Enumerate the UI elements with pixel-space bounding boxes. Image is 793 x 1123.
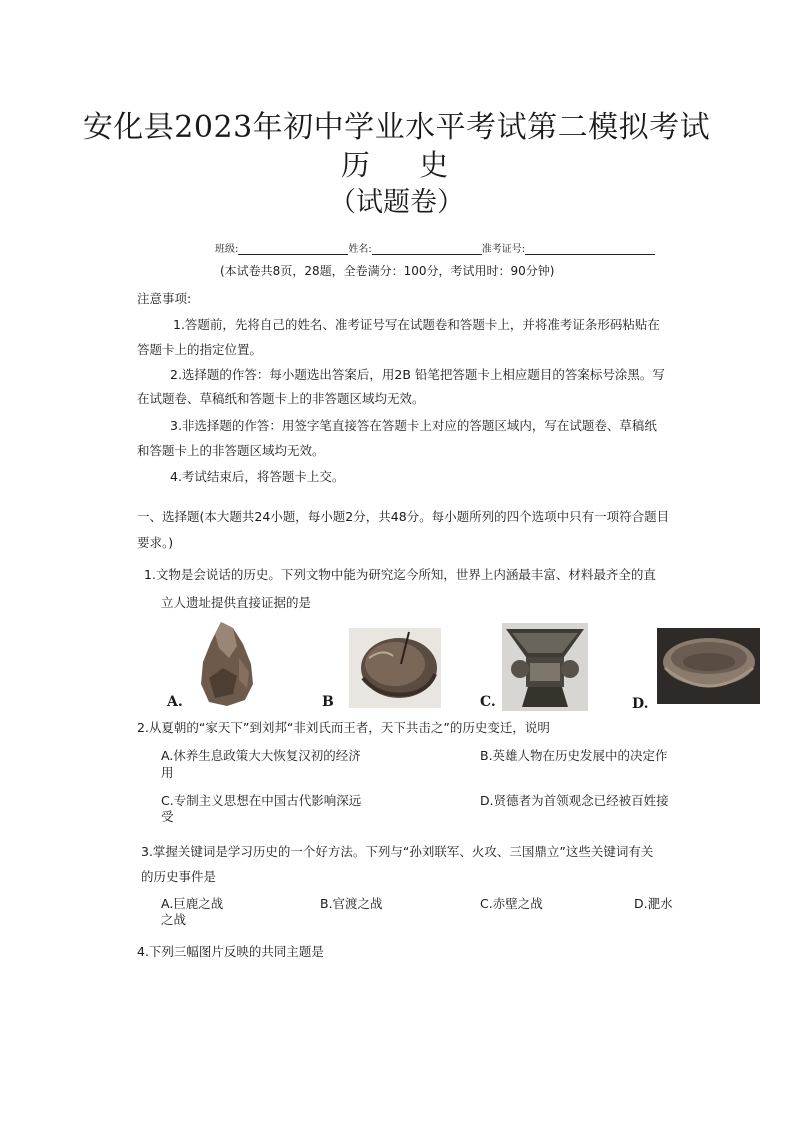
notes-title: 注意事项: [137,291,192,306]
question-1-stem-line-2: 立人遗址提供直接证据的是 [161,595,312,610]
question-3-option-b[interactable]: B.官渡之战 [320,896,383,911]
option-d-label: D. [632,696,649,712]
note-3-line-2: 和答题卡上的非答题区域均无效。 [137,443,325,458]
question-2-option-a[interactable] [161,748,361,764]
option-text: C.专制主义思想在中国古代影响深远 [161,793,362,808]
option-b-label: B [322,694,334,710]
skull-image [349,628,441,708]
exam-title: 安化县2023年初中学业水平考试第二模拟考试 [82,110,711,145]
name-blank[interactable] [372,244,482,255]
question-2-option-b[interactable] [480,748,668,764]
note-4: 4.考试结束后，将答题卡上交。 [170,469,345,484]
bronze-vessel-image [502,623,588,711]
student-info-fields [215,240,655,255]
name-label: 姓名: [348,244,372,255]
class-blank[interactable] [238,244,348,255]
option-text: D.贤德者为首领观念已经被百姓接 [480,793,669,808]
question-3-option-d-wrap: 之战 [161,912,187,927]
question-3-option-d[interactable]: D.淝水 [634,896,673,911]
exam-info: (本试卷共8页，28题，全卷满分：100分，考试用时：90分钟) [220,264,555,278]
question-2-option-d[interactable] [480,793,669,809]
section-1-heading-line-2: 要求。) [137,535,174,550]
ticket-blank[interactable] [525,244,655,255]
option-a-label: A. [167,694,183,710]
question-3-option-c[interactable]: C.赤壁之战 [480,896,543,911]
question-4-stem: 4.下列三幅图片反映的共同主题是 [137,944,324,959]
option-text: B.英雄人物在历史发展中的决定作 [480,748,668,763]
question-2-option-b-wrap: 用 [161,765,174,780]
question-2-option-c[interactable] [161,793,361,809]
note-2-line-2: 在试题卷、草稿纸和答题卡上的非答题区域均无效。 [137,391,425,406]
option-text: A.休养生息政策大大恢复汉初的经济 [161,748,361,763]
ticket-label: 准考证号: [481,244,526,255]
paper-type-title: （试题卷） [329,187,464,218]
option-c-label: C. [480,694,496,710]
question-2-stem: 2.从夏朝的“家天下”到刘邦“非刘氏而王者，天下共击之”的历史变迁，说明 [137,720,550,735]
note-2-line-1: 2.选择题的作答：每小题选出答案后，用2B 铅笔把答题卡上相应题目的答案标号涂黑。写 [170,367,665,382]
note-1-line-2: 答题卡上的指定位置。 [137,342,263,357]
stone-tool-image [193,618,263,708]
question-3-option-a[interactable]: A.巨鹿之战 [161,896,224,911]
note-1-line-1: 1.答题前，先将自己的姓名、准考证号写在试题卷和答题卡上，并将准考证条形码粘贴在 [173,317,660,332]
question-2-option-d-wrap: 受 [161,809,174,824]
question-3-stem-line-1: 3.掌握关键词是学习历史的一个好方法。下列与“孙刘联军、火攻、三国鼎立”这些关键词有关 [141,844,654,859]
class-label: 班级: [215,244,239,255]
section-1-heading-line-1: 一、选择题(本大题共24小题，每小题2分，共48分。每小题所列的四个选项中只有一项符合题目 [137,509,670,524]
question-3-stem-line-2: 的历史事件是 [141,869,217,884]
ceramic-bowl-image [657,628,760,704]
question-1-stem-line-1: 1.文物是会说话的历史。下列文物中能为研究迄今所知，世界上内涵最丰富、材料最齐全的直 [144,567,656,582]
subject-title: 历 史 [340,148,469,182]
note-3-line-1: 3.非选择题的作答：用签字笔直接答在答题卡上对应的答题区域内，写在试题卷、草稿纸 [170,418,657,433]
